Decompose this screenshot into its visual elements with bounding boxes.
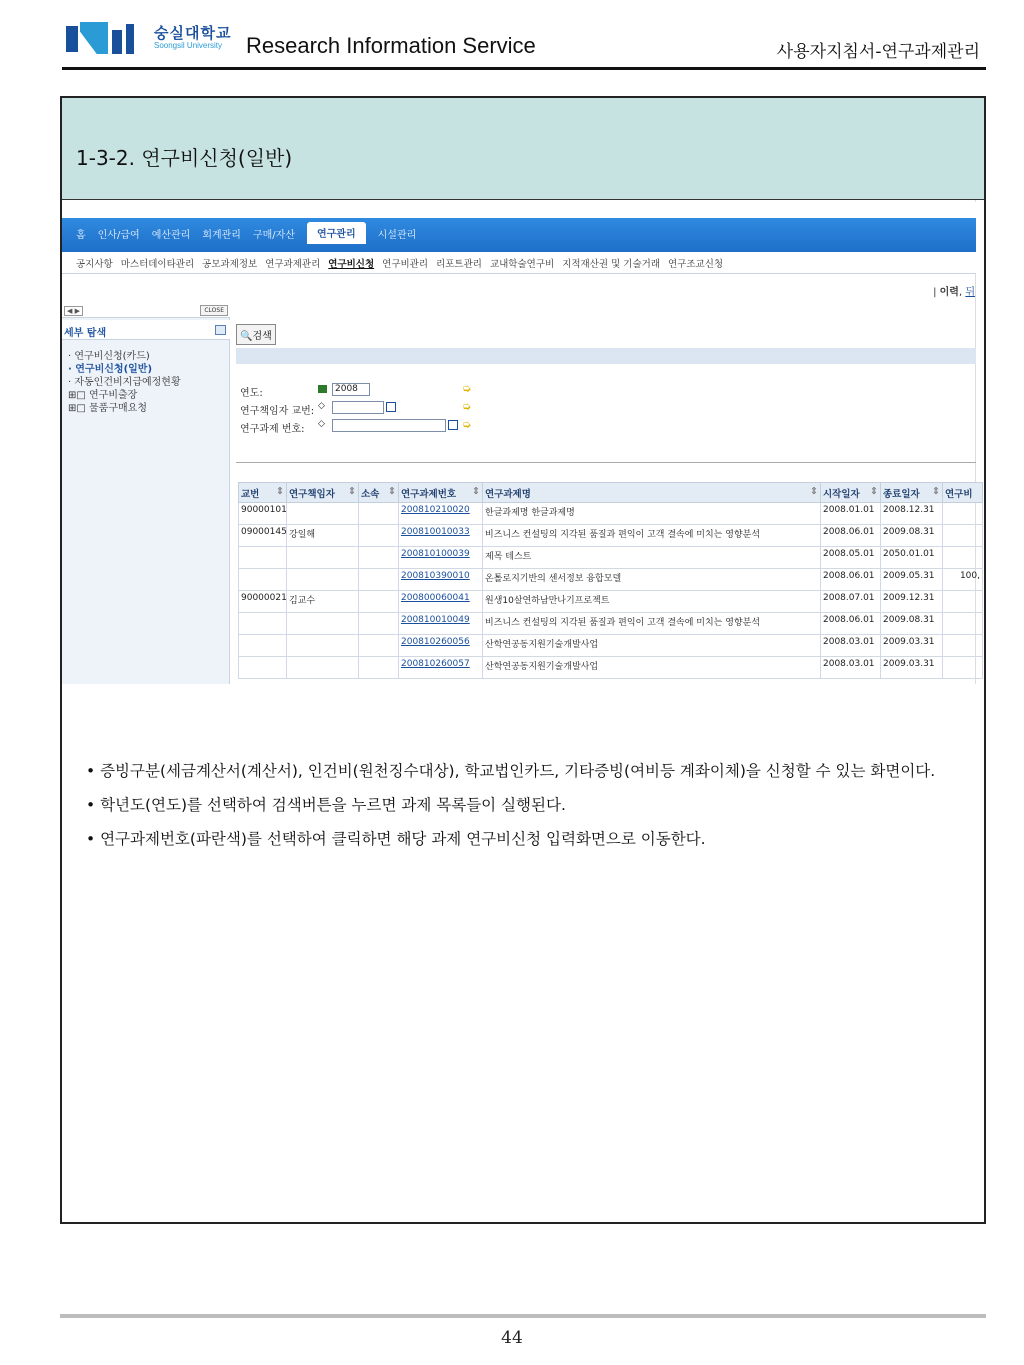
project-input[interactable]	[332, 419, 446, 432]
table-row[interactable]	[239, 613, 983, 635]
page-number: 44	[501, 1328, 523, 1348]
sub-menu-item[interactable]: 공지사항	[76, 258, 113, 270]
sort-icon[interactable]: ⇕	[472, 485, 480, 497]
university-name-korean: 숭실대학교	[154, 24, 232, 42]
cell-emp	[239, 547, 287, 569]
cell-no[interactable]: 200810100039	[399, 547, 483, 569]
cell-pi	[287, 547, 359, 569]
cell-start: 2008.03.01	[821, 657, 881, 679]
cell-fund	[943, 547, 983, 569]
tree-expand-icon: ⊞□	[68, 403, 90, 414]
project-table	[238, 482, 983, 679]
history-area: | 이력, 뒤	[933, 287, 975, 298]
cell-dept	[359, 635, 399, 657]
bullet-icon: ·	[68, 364, 76, 375]
cell-end: 2009.08.31	[881, 613, 943, 635]
cell-name: 한글과제명 한글과제명	[483, 503, 821, 525]
column-header-label: 연구과제번호	[401, 488, 457, 500]
pi-input[interactable]	[332, 401, 384, 414]
sub-menu-item[interactable]: 교내학술연구비	[489, 258, 555, 270]
cell-fund	[943, 525, 983, 547]
column-header[interactable]	[239, 483, 287, 503]
cell-start: 2008.06.01	[821, 525, 881, 547]
cell-end: 2009.03.31	[881, 657, 943, 679]
cell-emp: 90000021	[239, 591, 287, 613]
sort-icon[interactable]: ⇕	[388, 485, 396, 497]
sidebar-title-label: 세부 탐색	[64, 328, 107, 339]
sub-menu-item[interactable]: 연구비신청	[328, 258, 375, 270]
sidebar-item-label: 연구비출장	[89, 390, 138, 401]
sub-menu-item[interactable]: 지적재산권 및 기술거래	[562, 258, 660, 270]
table-row[interactable]	[239, 547, 983, 569]
cell-fund: 100,	[943, 569, 983, 591]
university-name-english: Soongsil University	[154, 41, 223, 50]
sidebar-item[interactable]	[68, 350, 181, 363]
lookup-icon[interactable]	[386, 402, 396, 412]
cell-end: 2009.05.31	[881, 569, 943, 591]
cell-start: 2008.06.01	[821, 613, 881, 635]
diamond-icon: ◇	[318, 419, 325, 429]
cell-name: 원생10살연하남만나기프로젝트	[483, 591, 821, 613]
cell-emp	[239, 657, 287, 679]
top-menu-item[interactable]: 시설관리	[377, 230, 417, 241]
column-header[interactable]	[483, 483, 821, 503]
cell-pi	[287, 569, 359, 591]
cell-pi	[287, 503, 359, 525]
table-row[interactable]	[239, 657, 983, 679]
sidebar-item[interactable]	[68, 376, 181, 389]
sub-menu-item[interactable]: 마스터데이타관리	[120, 258, 195, 270]
sidebar-title	[62, 320, 230, 340]
cell-end: 2009.03.31	[881, 635, 943, 657]
cell-name: 산학연공동지원기술개발사업	[483, 657, 821, 679]
cell-name: 비즈니스 컨설팅의 지각된 품질과 편익이 고객 결속에 미치는 영향분석	[483, 525, 821, 547]
toolbar-band	[236, 348, 976, 364]
cell-end: 2050.01.01	[881, 547, 943, 569]
top-menu-item[interactable]: 홈	[76, 230, 86, 241]
cell-no[interactable]: 200810390010	[399, 569, 483, 591]
sort-icon[interactable]: ⇕	[810, 485, 818, 497]
search-button[interactable]	[236, 324, 276, 345]
top-menu-item[interactable]: 회계관리	[202, 230, 241, 241]
bullet-icon: ·	[68, 351, 75, 362]
cell-end: 2008.12.31	[881, 503, 943, 525]
cell-end: 2009.12.31	[881, 591, 943, 613]
tree-expand-icon: ⊞□	[68, 390, 90, 401]
cell-emp: 09000145	[239, 525, 287, 547]
sub-menu	[62, 252, 976, 274]
cell-fund	[943, 657, 983, 679]
search-label: 검색	[252, 331, 272, 342]
note-item: • 증빙구분(세금계산서(계산서), 인건비(원천징수대상), 학교법인카드, 기타증빙(여비등 계좌이체)을 신청할 수 있는 화면이다.	[86, 762, 936, 780]
top-menu-item[interactable]: 연구관리	[307, 222, 366, 244]
cell-pi	[287, 635, 359, 657]
content-frame	[60, 96, 986, 1224]
cell-emp	[239, 635, 287, 657]
table-row[interactable]	[239, 569, 983, 591]
cell-dept	[359, 657, 399, 679]
cell-name: 제목 테스트	[483, 547, 821, 569]
table-row[interactable]	[239, 525, 983, 547]
footer-divider	[60, 1314, 986, 1318]
sidebar-close-button[interactable]: CLOSE	[200, 305, 228, 316]
column-header[interactable]	[881, 483, 943, 503]
table-row[interactable]	[239, 591, 983, 613]
lookup-icon[interactable]	[448, 420, 458, 430]
sidebar-item-label: 물품구매요청	[89, 403, 147, 414]
column-header-label: 연구비	[945, 488, 973, 500]
cell-pi: 강일해	[287, 525, 359, 547]
column-header-label: 연구책임자	[289, 488, 335, 500]
column-header-label: 소속	[361, 488, 380, 500]
calendar-icon[interactable]	[318, 385, 327, 393]
note-item: • 연구과제번호(파란색)를 선택하여 클릭하면 해당 과제 연구비신청 입력화면으로 이동한다.	[86, 830, 706, 848]
page-header	[62, 14, 986, 70]
column-header[interactable]	[943, 483, 983, 503]
section-header	[62, 98, 984, 200]
sort-icon[interactable]: ⇕	[348, 485, 356, 497]
top-menu-bar	[62, 218, 976, 252]
sub-menu-item[interactable]: 연구비관리	[382, 258, 429, 270]
arrow-icon[interactable]: ➭	[462, 400, 472, 413]
sub-menu-item[interactable]: 리포트관리	[436, 258, 482, 270]
cell-emp: 90000101	[239, 503, 287, 525]
note-item: • 학년도(연도)를 선택하여 검색버튼을 누르면 과제 목록들이 실행된다.	[86, 796, 566, 814]
history-label[interactable]: 이력	[939, 287, 959, 298]
cell-no[interactable]: 200810210020	[399, 503, 483, 525]
sort-icon[interactable]: ⇕	[932, 485, 940, 497]
project-label: 연구과제 번호:	[240, 424, 305, 435]
cell-no[interactable]: 200800060041	[399, 591, 483, 613]
column-header-label: 시작일자	[823, 488, 860, 500]
sidebar-toolbar	[62, 304, 230, 318]
main-content	[236, 304, 980, 684]
column-header[interactable]	[287, 483, 359, 503]
sidebar-item[interactable]	[68, 402, 181, 415]
cell-start: 2008.03.01	[821, 635, 881, 657]
sidebar-arrows-icon[interactable]: ◀ ▶	[64, 306, 83, 316]
cell-pi	[287, 657, 359, 679]
year-label: 연도:	[240, 388, 263, 399]
university-logo	[66, 22, 152, 56]
table-row[interactable]	[239, 503, 983, 525]
sidebar	[62, 304, 230, 684]
cell-no[interactable]: 200810010049	[399, 613, 483, 635]
sidebar-item-label: 자동인건비지급예정현황	[74, 377, 181, 388]
cell-fund	[943, 613, 983, 635]
cell-dept	[359, 525, 399, 547]
year-input[interactable]: 2008	[332, 383, 370, 396]
cell-start: 2008.07.01	[821, 591, 881, 613]
sidebar-item[interactable]	[68, 363, 181, 376]
column-header-label: 교번	[241, 488, 260, 500]
arrow-icon[interactable]: ➭	[462, 418, 472, 431]
cell-start: 2008.05.01	[821, 547, 881, 569]
cell-pi: 김교수	[287, 591, 359, 613]
column-header[interactable]	[399, 483, 483, 503]
diamond-icon: ◇	[318, 401, 325, 411]
cell-dept	[359, 503, 399, 525]
search-form	[240, 382, 480, 436]
column-header-label: 종료일자	[883, 488, 920, 500]
form-divider	[236, 462, 976, 463]
sub-menu-item[interactable]: 연구과제관리	[265, 258, 321, 270]
cell-name: 온톨로지기반의 센서정보 융합모델	[483, 569, 821, 591]
back-link[interactable]: 뒤	[965, 287, 975, 298]
cell-no[interactable]: 200810010033	[399, 525, 483, 547]
table-row[interactable]	[239, 635, 983, 657]
top-menu-item[interactable]: 예산관리	[151, 230, 191, 241]
cell-dept	[359, 591, 399, 613]
cell-fund	[943, 635, 983, 657]
column-header[interactable]	[821, 483, 881, 503]
notes	[86, 760, 966, 862]
cell-no[interactable]: 200810260056	[399, 635, 483, 657]
cell-start: 2008.01.01	[821, 503, 881, 525]
search-icon: 🔍	[240, 331, 253, 342]
sub-menu-item[interactable]: 공모과제정보	[202, 258, 258, 270]
sidebar-item-label: 연구비신청(일반)	[75, 364, 153, 375]
sidebar-item[interactable]	[68, 389, 181, 402]
top-menu-item[interactable]: 구매/자산	[252, 230, 295, 241]
top-menu	[76, 226, 416, 244]
app-screenshot	[62, 200, 980, 684]
bullet-icon: ·	[68, 377, 75, 388]
cell-end: 2009.08.31	[881, 525, 943, 547]
document-title: 사용자지침서-연구과제관리	[776, 42, 980, 62]
column-header[interactable]	[359, 483, 399, 503]
cell-no[interactable]: 200810260057	[399, 657, 483, 679]
column-header-label: 연구과제명	[485, 488, 531, 500]
arrow-icon[interactable]: ➭	[462, 382, 472, 395]
cell-name: 산학연공동지원기술개발사업	[483, 635, 821, 657]
cell-dept	[359, 613, 399, 635]
sort-icon[interactable]: ⇕	[870, 485, 878, 497]
pi-label: 연구책임자 교번:	[240, 406, 315, 417]
service-title: Research Information Service	[246, 33, 536, 58]
sidebar-item-label: 연구비신청(카드)	[74, 351, 150, 362]
folder-icon[interactable]	[215, 325, 226, 335]
cell-fund	[943, 503, 983, 525]
cell-dept	[359, 569, 399, 591]
cell-pi	[287, 613, 359, 635]
top-menu-item[interactable]: 인사/급여	[97, 230, 140, 241]
sort-icon[interactable]: ⇕	[276, 485, 284, 497]
cell-name: 비즈니스 컨설팅의 지각된 품질과 편익이 고객 결속에 미치는 영향분석	[483, 613, 821, 635]
cell-emp	[239, 613, 287, 635]
cell-dept	[359, 547, 399, 569]
cell-fund	[943, 591, 983, 613]
section-title: 1-3-2. 연구비신청(일반)	[76, 146, 293, 170]
sub-menu-item[interactable]: 연구조교신청	[668, 258, 724, 270]
cell-start: 2008.06.01	[821, 569, 881, 591]
cell-emp	[239, 569, 287, 591]
sidebar-list	[68, 350, 181, 415]
